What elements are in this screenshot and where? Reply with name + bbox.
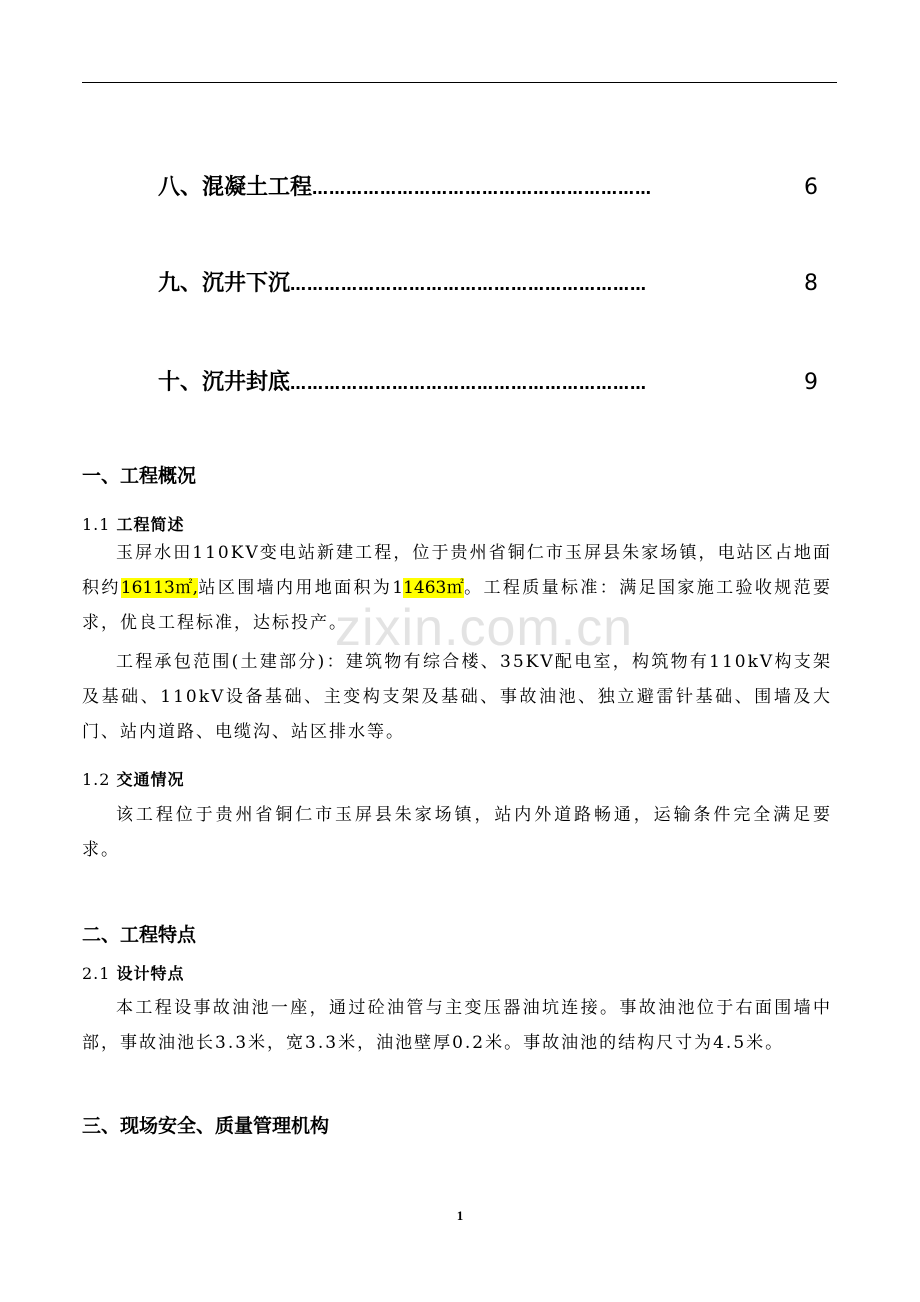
toc-entry-page: 6 <box>804 175 818 200</box>
section-heading: 二、工程特点 <box>82 924 197 946</box>
toc-entry-page: 8 <box>804 271 818 296</box>
highlighted-area: 1463㎡ <box>403 578 465 598</box>
toc-entry-title: 八、混凝土工程 <box>158 175 313 200</box>
toc-leader-dots: ……………………………………………………… <box>290 275 648 294</box>
paragraph-text: 玉屏水田110KV变电站新建工程，位于贵州省铜仁市玉屏县朱家场镇，电站区占地面积约 <box>82 543 832 598</box>
page-number: 1 <box>456 1208 464 1223</box>
subsection-title: 交通情况 <box>116 770 185 789</box>
subsection-title: 设计特点 <box>116 964 185 983</box>
toc-leader-dots: …………………………………………………… <box>312 179 653 198</box>
paragraph-text: 1 <box>392 578 404 598</box>
watermark: zixin.com.cn <box>335 599 634 657</box>
subsection-number: 2.1 <box>82 964 111 983</box>
paragraph: 本工程设事故油池一座，通过砼油管与主变压器油坑连接。事故油池位于右面围墙中部，事故油池长3.3米，宽3.3米，油池壁厚0.2米。事故油池的结构尺寸为4.5米。 <box>82 998 832 1053</box>
toc-entry-page: 9 <box>804 370 818 395</box>
subsection-number: 1.1 <box>82 515 111 534</box>
subsection-heading <box>82 961 185 984</box>
toc-entry-title: 十、沉井封底 <box>158 370 291 395</box>
toc-entry[interactable] <box>158 365 818 396</box>
toc-entry-title: 九、沉井下沉 <box>158 271 291 296</box>
toc-entry[interactable] <box>158 266 818 297</box>
subsection-title: 工程简述 <box>116 515 185 534</box>
subsection-number: 1.2 <box>82 770 111 789</box>
section-heading: 三、现场安全、质量管理机构 <box>82 1115 330 1137</box>
section-heading: 一、工程概况 <box>82 465 197 487</box>
subsection-heading <box>82 767 185 790</box>
toc-entry[interactable] <box>158 170 818 201</box>
header-rule <box>82 82 837 83</box>
highlighted-area: 16113㎡, <box>120 578 199 598</box>
subsection-heading <box>82 512 185 535</box>
paragraph-text: 站区围墙内用地面积为 <box>198 578 393 598</box>
paragraph: 工程承包范围(土建部分)：建筑物有综合楼、35KV配电室，构筑物有110kV构支架及基础、110kV设备基础、主变构支架及基础、事故油池、独立避雷针基础、围墙及大门、站内道路、电缆沟、站区排水等。 <box>82 652 832 742</box>
paragraph-text: 。工程质量标准：满足国家施工验收规范要求，优良工程标准，达标投产。 <box>82 578 833 633</box>
paragraph <box>82 536 832 641</box>
toc-leader-dots: ……………………………………………………… <box>290 374 648 393</box>
paragraph: 该工程位于贵州省铜仁市玉屏县朱家场镇，站内外道路畅通，运输条件完全满足要求。 <box>82 805 832 860</box>
